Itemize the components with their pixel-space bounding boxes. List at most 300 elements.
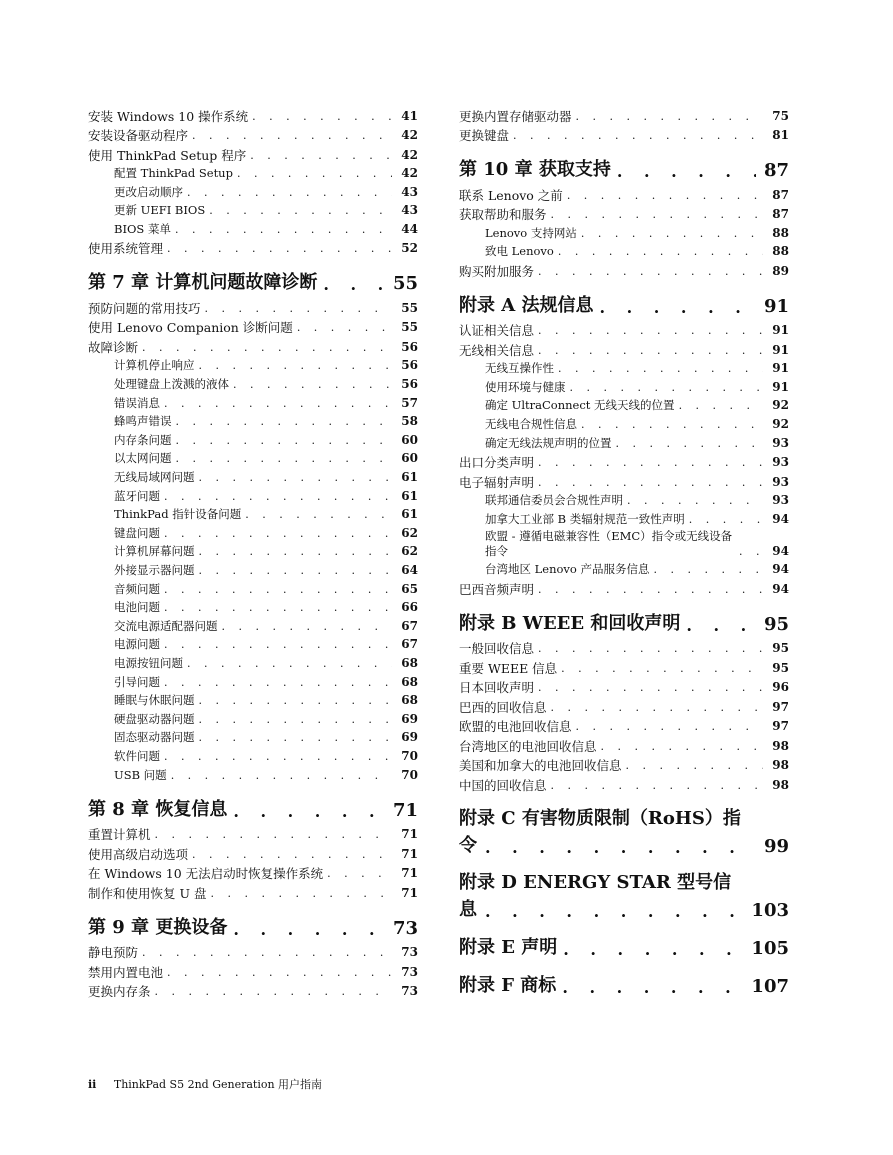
toc-entry-page: 97 xyxy=(772,719,789,734)
toc-entry-title: 电子辐射声明 xyxy=(459,474,535,490)
toc-entry-title: 使用系统管理 xyxy=(88,241,164,257)
toc-leader-dots xyxy=(164,637,392,652)
toc-subentry[interactable] xyxy=(88,652,418,671)
toc-leader-dots xyxy=(164,675,392,690)
toc-leader-dots xyxy=(192,128,392,143)
toc-entry[interactable] xyxy=(88,104,418,124)
toc-entry-title: 巴西的回收信息 xyxy=(459,699,547,715)
toc-entry[interactable] xyxy=(459,676,789,696)
toc-chapter[interactable] xyxy=(459,871,789,921)
toc-leader-dots xyxy=(199,544,393,559)
toc-left-column xyxy=(88,104,418,999)
toc-chapter-title-line1: 附录 D ENERGY STAR 型号信 xyxy=(459,871,732,893)
toc-entry-page: 67 xyxy=(401,618,418,633)
toc-entry[interactable] xyxy=(459,715,789,735)
toc-entry[interactable] xyxy=(88,124,418,144)
toc-entry-title: 致电 Lenovo xyxy=(485,244,554,259)
toc-subentry[interactable] xyxy=(88,764,418,783)
toc-chapter-page: 105 xyxy=(751,937,789,959)
toc-entry-page: 94 xyxy=(772,543,789,558)
toc-chapter-title: 第 10 章 获取支持 xyxy=(459,159,611,180)
toc-entry-title: 确定 UltraConnect 无线天线的位置 xyxy=(485,398,675,413)
toc-leader-dots xyxy=(561,661,763,676)
toc-entry-title: 错误消息 xyxy=(114,395,160,410)
toc-leader-dots xyxy=(581,417,763,432)
toc-entry[interactable] xyxy=(88,316,418,336)
toc-subentry[interactable] xyxy=(88,466,418,485)
toc-entry-title: 无线电合规性信息 xyxy=(485,417,577,432)
toc-chapter-page: 55 xyxy=(392,273,418,295)
toc-chapter-page: 107 xyxy=(751,975,789,997)
toc-leader-dots xyxy=(538,264,763,279)
toc-leader-dots xyxy=(538,323,763,338)
toc-entry-title: 电源问题 xyxy=(114,637,160,652)
toc-entry-page: 68 xyxy=(401,693,418,708)
toc-entry-title: 引导问题 xyxy=(114,674,160,689)
toc-entry-page: 42 xyxy=(401,128,418,142)
toc-entry-title: 欧盟 - 遵循电磁兼容性（EMC）指令或无线设备指令 xyxy=(485,528,733,558)
toc-leader-dots xyxy=(233,920,385,939)
toc-leader-dots xyxy=(199,693,393,708)
toc-entry-title: 安装设备驱动程序 xyxy=(88,128,189,143)
toc-entry-title: 禁用内置电池 xyxy=(88,964,164,980)
toc-entry-page: 67 xyxy=(401,637,418,652)
toc-entry-title: 重要 WEEE 信息 xyxy=(459,660,558,676)
toc-leader-dots xyxy=(679,398,763,413)
toc-entry-page: 60 xyxy=(401,432,418,447)
toc-subentry[interactable] xyxy=(88,745,418,764)
toc-entry[interactable] xyxy=(88,842,418,862)
toc-leader-dots xyxy=(245,507,392,522)
toc-entry-title: 使用 Lenovo Companion 诊断问题 xyxy=(88,320,293,336)
toc-entry[interactable] xyxy=(459,577,789,597)
toc-leader-dots xyxy=(567,188,763,203)
toc-entry-title: 一般回收信息 xyxy=(459,641,535,657)
toc-leader-dots xyxy=(164,582,392,597)
toc-leader-dots xyxy=(654,562,763,577)
toc-entry-page: 96 xyxy=(772,680,789,695)
toc-subentry[interactable] xyxy=(88,615,418,634)
toc-entry-title: 以太网问题 xyxy=(114,451,172,466)
toc-entry-page: 52 xyxy=(401,241,418,256)
toc-subentry[interactable] xyxy=(88,578,418,597)
toc-entry-page: 94 xyxy=(772,562,789,577)
toc-subentry[interactable] xyxy=(88,634,418,653)
toc-entry-title: 交流电源适配器问题 xyxy=(114,618,218,633)
toc-entry[interactable] xyxy=(88,237,418,257)
toc-leader-dots xyxy=(538,641,763,656)
toc-leader-dots xyxy=(252,109,392,124)
toc-chapter-page: 73 xyxy=(392,917,418,939)
toc-entry-title: 固态驱动器问题 xyxy=(114,730,195,745)
toc-entry[interactable] xyxy=(459,451,789,471)
toc-subentry[interactable] xyxy=(459,413,789,432)
toc-entry-title: 购买附加服务 xyxy=(459,263,535,279)
footer-title: ThinkPad S5 2nd Generation 用户指南 xyxy=(113,1078,323,1091)
toc-entry-page: 73 xyxy=(401,984,418,999)
toc-leader-dots xyxy=(250,148,392,163)
toc-entry-title: 无线互操作性 xyxy=(485,361,554,376)
toc-entry-title: 中国的回收信息 xyxy=(459,777,547,793)
toc-entry[interactable] xyxy=(459,470,789,490)
toc-entry-title: Lenovo 支持网站 xyxy=(485,225,577,240)
toc-chapter[interactable] xyxy=(459,807,789,857)
toc-entry-title: 联邦通信委员会合规性声明 xyxy=(485,493,623,508)
toc-entry[interactable] xyxy=(459,637,789,657)
toc-entry-title: 日本回收声明 xyxy=(459,680,535,696)
toc-chapter-title-line2: 令 xyxy=(459,834,477,856)
toc-leader-dots xyxy=(576,109,763,124)
toc-subentry[interactable] xyxy=(459,241,789,260)
toc-entry-page: 55 xyxy=(401,300,418,315)
toc-entry-page: 42 xyxy=(401,166,418,181)
toc-chapter[interactable] xyxy=(88,797,418,821)
toc-subentry[interactable] xyxy=(459,395,789,414)
toc-leader-dots xyxy=(513,128,763,143)
toc-entry-title: 台湾地区的电池回收信息 xyxy=(459,738,597,754)
toc-entry-page: 41 xyxy=(401,108,418,123)
toc-subentry[interactable] xyxy=(459,508,789,527)
toc-subentry[interactable] xyxy=(459,222,789,241)
toc-entry-page: 91 xyxy=(772,342,789,357)
toc-entry-page: 88 xyxy=(772,225,789,240)
toc-leader-dots xyxy=(175,222,392,237)
toc-entry-title: 使用 ThinkPad Setup 程序 xyxy=(88,147,247,163)
toc-entry-title: 在 Windows 10 无法启动时恢复操作系统 xyxy=(88,866,324,882)
toc-entry-page: 97 xyxy=(772,699,789,714)
toc-entry-title: 更换键盘 xyxy=(459,128,510,143)
toc-entry-page: 69 xyxy=(401,730,418,745)
toc-entry-page: 89 xyxy=(772,263,789,278)
toc-entry[interactable] xyxy=(88,980,418,1000)
toc-leader-dots xyxy=(164,396,392,411)
toc-entry-page: 88 xyxy=(772,244,789,259)
toc-chapter-row2 xyxy=(459,831,789,857)
toc-leader-dots xyxy=(176,414,393,429)
toc-entry[interactable] xyxy=(459,104,789,124)
toc-subentry[interactable] xyxy=(459,529,789,559)
toc-entry-title: 键盘问题 xyxy=(114,525,160,540)
toc-leader-dots xyxy=(142,340,392,355)
toc-leader-dots xyxy=(538,343,763,358)
toc-entry-page: 43 xyxy=(401,203,418,218)
toc-entry-page: 93 xyxy=(772,455,789,470)
toc-leader-dots xyxy=(233,802,385,821)
toc-leader-dots xyxy=(323,275,385,294)
toc-entry-title: 更换内置存储驱动器 xyxy=(459,108,572,124)
toc-entry[interactable] xyxy=(88,881,418,901)
toc-entry-title: 确定无线法规声明的位置 xyxy=(485,435,612,450)
toc-entry-title: 内存条问题 xyxy=(114,432,172,447)
toc-entry-title: 电池问题 xyxy=(114,600,160,615)
toc-leader-dots xyxy=(327,866,392,881)
toc-entry-title: 安装 Windows 10 操作系统 xyxy=(88,108,249,124)
toc-entry[interactable] xyxy=(459,773,789,793)
toc-leader-dots xyxy=(551,778,763,793)
toc-entry-title: 音频问题 xyxy=(114,581,160,596)
toc-entry-page: 43 xyxy=(401,184,418,199)
toc-entry-page: 95 xyxy=(772,660,789,675)
toc-entry-page: 68 xyxy=(401,674,418,689)
toc-entry-page: 71 xyxy=(401,885,418,900)
toc-entry[interactable] xyxy=(459,695,789,715)
toc-leader-dots xyxy=(222,619,393,634)
toc-subentry[interactable] xyxy=(88,200,418,219)
toc-subentry[interactable] xyxy=(88,448,418,467)
toc-subentry[interactable] xyxy=(459,358,789,377)
toc-leader-dots xyxy=(164,600,392,615)
toc-entry-page: 75 xyxy=(772,108,789,123)
toc-entry-title: 认证相关信息 xyxy=(459,323,535,339)
toc-chapter[interactable] xyxy=(88,270,418,294)
toc-chapter[interactable] xyxy=(459,935,789,959)
toc-entry-page: 92 xyxy=(772,417,789,432)
toc-entry-title: 睡眠与休眠问题 xyxy=(114,693,195,708)
toc-entry-page: 61 xyxy=(401,488,418,503)
toc-entry[interactable] xyxy=(88,862,418,882)
toc-entry-title: 计算机屏幕问题 xyxy=(114,544,195,559)
toc-leader-dots xyxy=(562,978,743,997)
toc-entry-page: 81 xyxy=(772,128,789,142)
toc-entry[interactable] xyxy=(459,338,789,358)
toc-entry[interactable] xyxy=(88,941,418,961)
toc-leader-dots xyxy=(538,680,763,695)
toc-entry-title: 配置 ThinkPad Setup xyxy=(114,166,233,181)
toc-chapter-page: 71 xyxy=(392,799,418,821)
toc-subentry[interactable] xyxy=(459,559,789,578)
toc-entry-page: 66 xyxy=(401,600,418,615)
toc-leader-dots xyxy=(187,185,392,200)
toc-chapter[interactable] xyxy=(88,915,418,939)
toc-entry-page: 73 xyxy=(401,945,418,960)
toc-chapter[interactable] xyxy=(459,973,789,997)
toc-subentry[interactable] xyxy=(88,541,418,560)
toc-entry-title: 电源按钮问题 xyxy=(114,655,183,670)
toc-entry-page: 92 xyxy=(772,398,789,413)
toc-chapter-title-line2: 息 xyxy=(459,898,477,920)
toc-subentry[interactable] xyxy=(88,522,418,541)
toc-leader-dots xyxy=(485,902,743,921)
toc-entry-page: 62 xyxy=(401,525,418,540)
toc-chapter[interactable] xyxy=(459,611,789,635)
toc-leader-dots xyxy=(558,244,763,259)
toc-entry-page: 62 xyxy=(401,544,418,559)
toc-entry-page: 42 xyxy=(401,147,418,162)
toc-chapter-page: 99 xyxy=(763,835,789,857)
toc-leader-dots xyxy=(199,712,393,727)
toc-subentry[interactable] xyxy=(459,376,789,395)
toc-entry-title: 硬盘驱动器问题 xyxy=(114,711,195,726)
toc-leader-dots xyxy=(297,320,392,335)
toc-leader-dots xyxy=(686,616,756,635)
toc-entry[interactable] xyxy=(459,203,789,223)
toc-subentry[interactable] xyxy=(88,671,418,690)
toc-entry-title: 蓝牙问题 xyxy=(114,488,160,503)
toc-entry-page: 58 xyxy=(401,414,418,429)
toc-chapter[interactable] xyxy=(459,293,789,317)
toc-entry[interactable] xyxy=(459,183,789,203)
toc-entry[interactable] xyxy=(459,754,789,774)
toc-entry-page: 61 xyxy=(401,507,418,522)
toc-subentry[interactable] xyxy=(88,597,418,616)
toc-chapter[interactable] xyxy=(459,157,789,181)
toc-entry[interactable] xyxy=(459,734,789,754)
toc-entry[interactable] xyxy=(88,335,418,355)
toc-entry-title: 无线局域网问题 xyxy=(114,470,195,485)
toc-leader-dots xyxy=(485,838,756,857)
toc-entry-title: 巴西音频声明 xyxy=(459,581,535,597)
toc-entry-title: 使用高级启动选项 xyxy=(88,846,189,862)
toc-subentry[interactable] xyxy=(88,355,418,374)
toc-chapter-title-line1: 附录 C 有害物质限制（RoHS）指 xyxy=(459,807,741,829)
toc-entry-page: 91 xyxy=(772,323,789,338)
toc-leader-dots xyxy=(155,984,392,999)
toc-leader-dots xyxy=(616,436,764,451)
toc-entry[interactable] xyxy=(459,656,789,676)
toc-subentry[interactable] xyxy=(459,490,789,509)
toc-subentry[interactable] xyxy=(88,392,418,411)
toc-entry-page: 98 xyxy=(772,777,789,792)
toc-chapter-row2 xyxy=(459,895,789,921)
toc-entry[interactable] xyxy=(88,143,418,163)
toc-leader-dots xyxy=(237,166,392,181)
toc-entry-title: 故障诊断 xyxy=(88,339,139,355)
toc-chapter-title: 附录 F 商标 xyxy=(459,974,557,996)
toc-leader-dots xyxy=(601,739,763,754)
toc-entry-title: 出口分类声明 xyxy=(459,455,535,471)
toc-entry-page: 61 xyxy=(401,470,418,485)
toc-leader-dots xyxy=(551,700,763,715)
toc-entry-title: 预防问题的常用技巧 xyxy=(88,300,201,316)
toc-leader-dots xyxy=(199,563,393,578)
toc-entry-page: 71 xyxy=(401,846,418,861)
toc-entry[interactable] xyxy=(459,124,789,144)
toc-subentry[interactable] xyxy=(88,429,418,448)
toc-entry-page: 70 xyxy=(401,748,418,763)
toc-leader-dots xyxy=(739,544,763,559)
page-footer xyxy=(88,1076,322,1092)
toc-subentry[interactable] xyxy=(88,708,418,727)
toc-subentry[interactable] xyxy=(88,690,418,709)
toc-entry-page: 56 xyxy=(401,377,418,392)
toc-entry-title: 获取帮助和服务 xyxy=(459,207,547,222)
toc-entry-title: 制作和使用恢复 U 盘 xyxy=(88,885,207,901)
toc-entry-title: 使用环境与健康 xyxy=(485,379,566,394)
toc-subentry[interactable] xyxy=(88,727,418,746)
toc-leader-dots xyxy=(538,582,763,597)
toc-entry-page: 55 xyxy=(401,320,418,335)
toc-entry[interactable] xyxy=(459,259,789,279)
toc-entry-page: 71 xyxy=(401,827,418,842)
toc-leader-dots xyxy=(187,656,392,671)
toc-subentry[interactable] xyxy=(88,485,418,504)
toc-entry-page: 69 xyxy=(401,711,418,726)
toc-entry-page: 87 xyxy=(772,187,789,202)
toc-entry-page: 56 xyxy=(401,339,418,354)
toc-entry-page: 64 xyxy=(401,563,418,577)
toc-entry-title: 加拿大工业部 B 类辐射规范一致性声明 xyxy=(485,511,685,526)
toc-leader-dots xyxy=(209,203,392,218)
toc-entry-title: 重置计算机 xyxy=(88,827,151,843)
toc-chapter-title: 第 9 章 更换设备 xyxy=(88,916,228,938)
toc-entry-title: 台湾地区 Lenovo 产品服务信息 xyxy=(485,562,650,577)
toc-subentry[interactable] xyxy=(88,559,418,578)
toc-leader-dots xyxy=(233,377,392,392)
toc-leader-dots xyxy=(538,475,763,490)
toc-leader-dots xyxy=(142,945,392,960)
toc-chapter-title: 附录 E 声明 xyxy=(459,936,558,958)
toc-subentry[interactable] xyxy=(88,373,418,392)
toc-chapter-page: 87 xyxy=(763,160,789,181)
toc-entry-title: 无线相关信息 xyxy=(459,342,535,358)
toc-leader-dots xyxy=(199,358,393,373)
toc-leader-dots xyxy=(176,433,393,448)
toc-entry-page: 73 xyxy=(401,964,418,979)
toc-leader-dots xyxy=(167,965,392,980)
toc-leader-dots xyxy=(627,493,763,508)
toc-entry-title: 更改启动顺序 xyxy=(114,184,183,199)
toc-chapter-page: 91 xyxy=(763,295,789,317)
toc-entry-title: 更新 UEFI BIOS xyxy=(114,203,206,218)
toc-entry-title: 欧盟的电池回收信息 xyxy=(459,719,572,735)
toc-leader-dots xyxy=(600,298,756,317)
toc-entry-page: 68 xyxy=(401,655,418,670)
toc-subentry[interactable] xyxy=(88,163,418,182)
toc-entry-page: 98 xyxy=(772,738,789,753)
toc-entry-page: 57 xyxy=(401,395,418,410)
toc-chapter-page: 103 xyxy=(751,899,789,921)
toc-subentry[interactable] xyxy=(88,411,418,430)
toc-entry-page: 65 xyxy=(401,581,418,596)
toc-subentry[interactable] xyxy=(88,181,418,200)
toc-entry-title: 更换内存条 xyxy=(88,984,151,1000)
toc-entry-title: 蜂鸣声错误 xyxy=(114,414,172,429)
toc-entry-title: 联系 Lenovo 之前 xyxy=(459,187,563,203)
toc-entry-page: 91 xyxy=(772,379,789,394)
toc-entry-title: 外接显示器问题 xyxy=(114,563,195,577)
toc-chapter-page: 95 xyxy=(763,613,789,635)
toc-entry[interactable] xyxy=(88,823,418,843)
toc-entry-page: 71 xyxy=(401,866,418,881)
toc-entry-page: 60 xyxy=(401,451,418,466)
toc-leader-dots xyxy=(581,226,763,241)
toc-entry-title: 处理键盘上泼溅的液体 xyxy=(114,377,229,392)
toc-entry[interactable] xyxy=(88,296,418,316)
toc-entry-page: 91 xyxy=(772,361,789,376)
toc-entry-title: USB 问题 xyxy=(114,767,167,782)
toc-entry-page: 93 xyxy=(772,435,789,450)
toc-leader-dots xyxy=(689,512,763,527)
toc-leader-dots xyxy=(199,730,393,745)
toc-leader-dots xyxy=(164,526,392,541)
toc-leader-dots xyxy=(210,886,392,901)
toc-subentry[interactable] xyxy=(459,432,789,451)
toc-chapter-title: 附录 A 法规信息 xyxy=(459,294,594,316)
toc-subentry[interactable] xyxy=(88,504,418,523)
toc-entry[interactable] xyxy=(459,319,789,339)
toc-leader-dots xyxy=(617,162,756,181)
toc-chapter-title: 第 7 章 计算机问题故障诊断 xyxy=(88,272,318,294)
toc-entry-title: 美国和加拿大的电池回收信息 xyxy=(459,758,622,774)
toc-entry-page: 98 xyxy=(772,758,789,773)
toc-leader-dots xyxy=(570,380,764,395)
toc-entry-title: ThinkPad 指针设备问题 xyxy=(114,507,242,522)
toc-subentry[interactable] xyxy=(88,218,418,237)
toc-leader-dots xyxy=(538,455,763,470)
toc-entry-page: 95 xyxy=(772,641,789,656)
toc-entry-page: 87 xyxy=(772,207,789,221)
toc-entry[interactable] xyxy=(88,960,418,980)
